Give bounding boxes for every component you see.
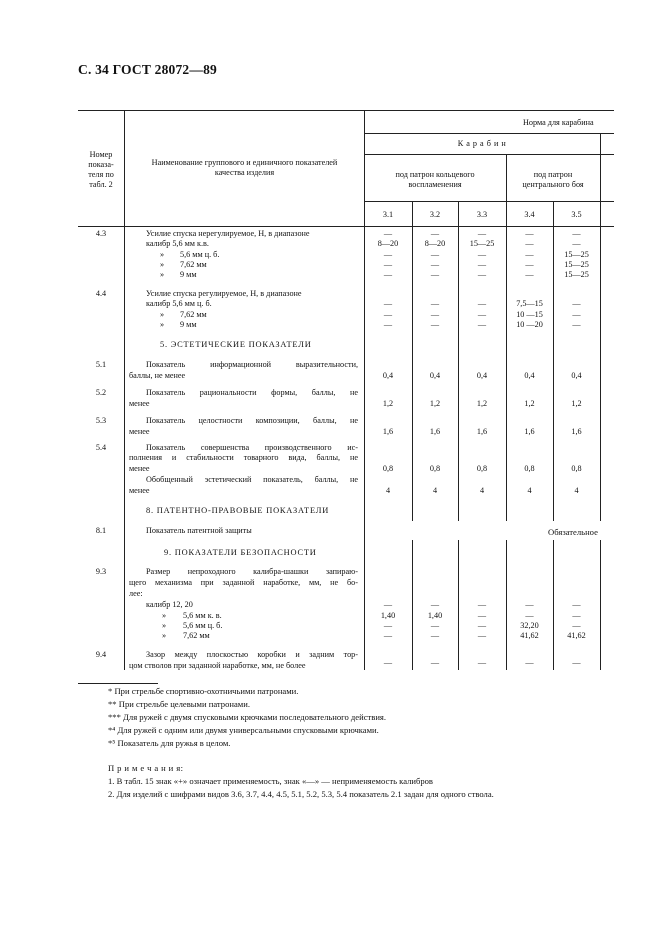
cell: — [430, 310, 440, 319]
cell: 1,40 [380, 611, 396, 620]
cell: 4 [574, 486, 579, 495]
cell: — [572, 299, 581, 308]
cell: — [383, 270, 393, 279]
cell: — [477, 631, 487, 640]
cell: 0,8 [476, 464, 488, 473]
cell: — [383, 260, 393, 269]
cell: — [525, 260, 534, 269]
header-ring-1: под патрон кольцевого [395, 170, 475, 179]
row-mark: » [162, 611, 167, 620]
row-mark: » [162, 621, 167, 630]
cell: 32,20 [520, 621, 539, 630]
cell: — [430, 631, 440, 640]
row-sub: калибр 12, 20 [146, 600, 193, 609]
row-name: менее [129, 486, 150, 495]
cell: 0,8 [382, 464, 394, 473]
row-num: 9.3 [95, 567, 107, 576]
cell: 8—20 [377, 239, 399, 248]
row-name: Показатель совершенства производственного ис- [146, 443, 358, 452]
cell: — [525, 229, 534, 238]
footnote-rule [78, 683, 158, 684]
table-top-rule [78, 110, 614, 111]
cell: — [572, 239, 581, 248]
cell: — [525, 250, 534, 259]
header-col-3-5: 3.5 [571, 210, 582, 219]
karabin-top-rule [364, 133, 614, 134]
cell: — [383, 310, 393, 319]
cell: 1,6 [476, 427, 488, 436]
cell: — [525, 658, 534, 667]
cell: 7,5—15 [516, 299, 543, 308]
header-center-1: под патрон [533, 170, 573, 179]
header-col-3-3: 3.3 [476, 210, 488, 219]
header-ring-2: воспламенения [408, 180, 462, 189]
cell: — [383, 250, 393, 259]
cell: — [430, 250, 440, 259]
header-num-2: показа- [88, 160, 114, 169]
cell: 15—25 [564, 270, 589, 279]
cell: 8—20 [424, 239, 446, 248]
footnote: ** При стрельбе целевыми патронами. [108, 699, 250, 709]
cell: — [477, 320, 487, 329]
row-name: Усилие спуска нерегулируемое, Н, в диапазоне [146, 229, 310, 238]
row-name: менее [129, 399, 150, 408]
footnote: *⁵ Показатель для ружья в целом. [108, 738, 231, 748]
row-name: лее: [129, 589, 143, 598]
row-num: 5.3 [95, 416, 107, 425]
row-sub: 9 мм [180, 320, 197, 329]
cell: — [525, 239, 534, 248]
cell: 0,8 [571, 464, 582, 473]
row-mark: » [160, 310, 165, 319]
cell: 15—25 [469, 239, 495, 248]
cell: 41,62 [520, 631, 539, 640]
cell: 0,4 [429, 371, 441, 380]
cell: — [477, 611, 487, 620]
cell: — [525, 600, 534, 609]
row-name: щего механизма при заданной наработке, мм, не бо- [129, 578, 358, 587]
row-sub: 5,6 мм к. в. [183, 611, 222, 620]
cell: — [477, 658, 487, 667]
cell: 10 —15 [516, 310, 543, 319]
cell: — [477, 310, 487, 319]
cell: — [383, 299, 393, 308]
cell: 1,2 [429, 399, 441, 408]
cell: — [430, 320, 440, 329]
row-name: Зазор между плоскостью коробки и задним тор- [146, 650, 358, 659]
header-num-3: теля по [88, 170, 114, 179]
cell: 15—25 [564, 250, 589, 259]
cell: 1,2 [476, 399, 488, 408]
row-num: 4.3 [95, 229, 107, 238]
cell: — [477, 250, 487, 259]
cell: — [525, 611, 534, 620]
header-karabin: К а р а б и н [457, 139, 507, 148]
row-mark: » [160, 250, 165, 259]
cell: — [430, 229, 440, 238]
row-name: баллы, не менее [129, 371, 186, 380]
header-num-1: Номер [89, 150, 113, 159]
row-name: Усилие спуска регулируемое, Н, в диапазоне [146, 289, 302, 298]
cell: — [477, 260, 487, 269]
cell: — [477, 600, 487, 609]
row-mark: » [162, 631, 167, 640]
header-col-3-1: 3.1 [382, 210, 394, 219]
cell: 1,2 [382, 399, 394, 408]
header-col-3-4: 3.4 [524, 210, 535, 219]
notes-title: П р и м е ч а н и я: [108, 763, 184, 773]
row-name: Показатель рациональности формы, баллы, не [146, 388, 358, 397]
row-sub: 5,6 мм ц. б. [183, 621, 223, 630]
cell: 1,2 [524, 399, 535, 408]
cell: — [572, 600, 581, 609]
row-sub: 9 мм [180, 270, 197, 279]
row-name: полнения и стабильности товарного вида, баллы, не [129, 453, 358, 462]
row-name: менее [129, 427, 150, 436]
cell: — [572, 310, 581, 319]
header-norm: Норма для карабина [523, 118, 594, 127]
cell: — [430, 260, 440, 269]
header-center-2: центрального боя [522, 180, 584, 189]
colnum-top-rule [364, 201, 614, 202]
row-name: Обобщенный эстетический показатель, баллы, не [146, 475, 358, 484]
row-sub: 7,62 мм [180, 310, 207, 319]
cell: 1,6 [571, 427, 582, 436]
cell: 1,6 [524, 427, 535, 436]
cell: — [525, 270, 534, 279]
header-col-3-2: 3.2 [429, 210, 441, 219]
cell: — [430, 299, 440, 308]
subgroup-top-rule [364, 154, 614, 155]
cell: 1,2 [571, 399, 582, 408]
cell: — [477, 621, 487, 630]
row-name: Размер непроходного калибра-шашки запираю- [146, 567, 358, 576]
footnote: *⁴ Для ружей с одним или двумя универсальными спусковыми крючками. [108, 725, 379, 735]
cell: 1,40 [427, 611, 443, 620]
row-sub: 7,62 мм [180, 260, 207, 269]
row-num: 4.4 [95, 289, 107, 298]
cell: — [572, 320, 581, 329]
cell: — [430, 658, 440, 667]
header-name-2: качества изделия [214, 168, 275, 177]
row-name: Показатель целостности композиции, баллы, не [146, 416, 358, 425]
row-sub: калибр 5,6 мм ц. б. [146, 299, 212, 308]
row-num: 5.4 [95, 443, 107, 452]
cell: — [477, 299, 487, 308]
cell: — [572, 621, 581, 630]
footnote: *** Для ружей с двумя спусковыми крючками последовательного действия. [108, 712, 387, 722]
cell: 10 —20 [516, 320, 543, 329]
row-mark: » [160, 320, 165, 329]
row-mark: » [160, 260, 165, 269]
row-sub: калибр 5,6 мм к.в. [146, 239, 209, 248]
cell: — [430, 621, 440, 630]
row-num: 9.4 [95, 650, 107, 659]
cell: 4 [432, 486, 438, 495]
section-title: 8. ПАТЕНТНО-ПРАВОВЫЕ ПОКАЗАТЕЛИ [146, 506, 330, 515]
cell: 0,4 [382, 371, 394, 380]
cell: 4 [385, 486, 391, 495]
row-name: менее [129, 464, 150, 473]
note-item: 2. Для изделий с шифрами видов 3.6, 3.7, 4.4, 4.5, 5.1, 5.2, 5.3, 5.4 показатель 2.1 задан для одного ствола. [108, 789, 494, 799]
cell: — [572, 658, 581, 667]
row-name: Показатель информационной выразительности, [146, 360, 358, 369]
row-name: цом стволов при заданной наработке, мм, не более [129, 661, 306, 670]
header-bottom-rule [78, 226, 614, 227]
patent-value: Обязательное [548, 527, 598, 537]
vline-num [124, 110, 125, 670]
section-title: 9. ПОКАЗАТЕЛИ БЕЗОПАСНОСТИ [164, 548, 317, 557]
cell: — [383, 600, 393, 609]
page-header: С. 34 ГОСТ 28072—89 [78, 62, 217, 77]
cell: 15—25 [564, 260, 589, 269]
cell: — [477, 270, 487, 279]
cell: 0,4 [571, 371, 582, 380]
vline-name [364, 110, 365, 670]
cell: — [477, 229, 487, 238]
cell: — [572, 229, 581, 238]
cell: 0,4 [524, 371, 535, 380]
section-title: 5. ЭСТЕТИЧЕСКИЕ ПОКАЗАТЕЛИ [160, 340, 312, 349]
cell: — [383, 320, 393, 329]
cell: 0,8 [524, 464, 535, 473]
row-mark: » [160, 270, 165, 279]
footnote: * При стрельбе спортивно-охотничьими патронами. [108, 686, 299, 696]
row-name: Показатель патентной защиты [146, 526, 252, 535]
cell: 41,62 [567, 631, 586, 640]
cell: — [383, 621, 393, 630]
note-item: 1. В табл. 15 знак «+» означает применяемость, знак «—» — неприменяемость калибров [108, 776, 433, 786]
cell: 0,8 [429, 464, 441, 473]
cell: 0,4 [476, 371, 488, 380]
cell: — [383, 229, 393, 238]
cell: 4 [479, 486, 485, 495]
row-sub: 5,6 мм ц. б. [180, 250, 220, 259]
vline-c6 [600, 133, 601, 521]
cell: 1,6 [429, 427, 441, 436]
header-num-4: табл. 2 [89, 180, 113, 189]
row-num: 8.1 [95, 526, 107, 535]
row-num: 5.1 [95, 360, 107, 369]
cell: — [383, 658, 393, 667]
row-num: 5.2 [95, 388, 107, 397]
header-name-1: Наименование группового и единичного показателей [151, 158, 338, 167]
cell: — [430, 600, 440, 609]
cell: — [430, 270, 440, 279]
cell: 4 [527, 486, 532, 495]
cell: — [383, 631, 393, 640]
row-sub: 7,62 мм [183, 631, 210, 640]
vline-c6b [600, 540, 601, 670]
cell: 1,6 [382, 427, 394, 436]
cell: — [572, 611, 581, 620]
